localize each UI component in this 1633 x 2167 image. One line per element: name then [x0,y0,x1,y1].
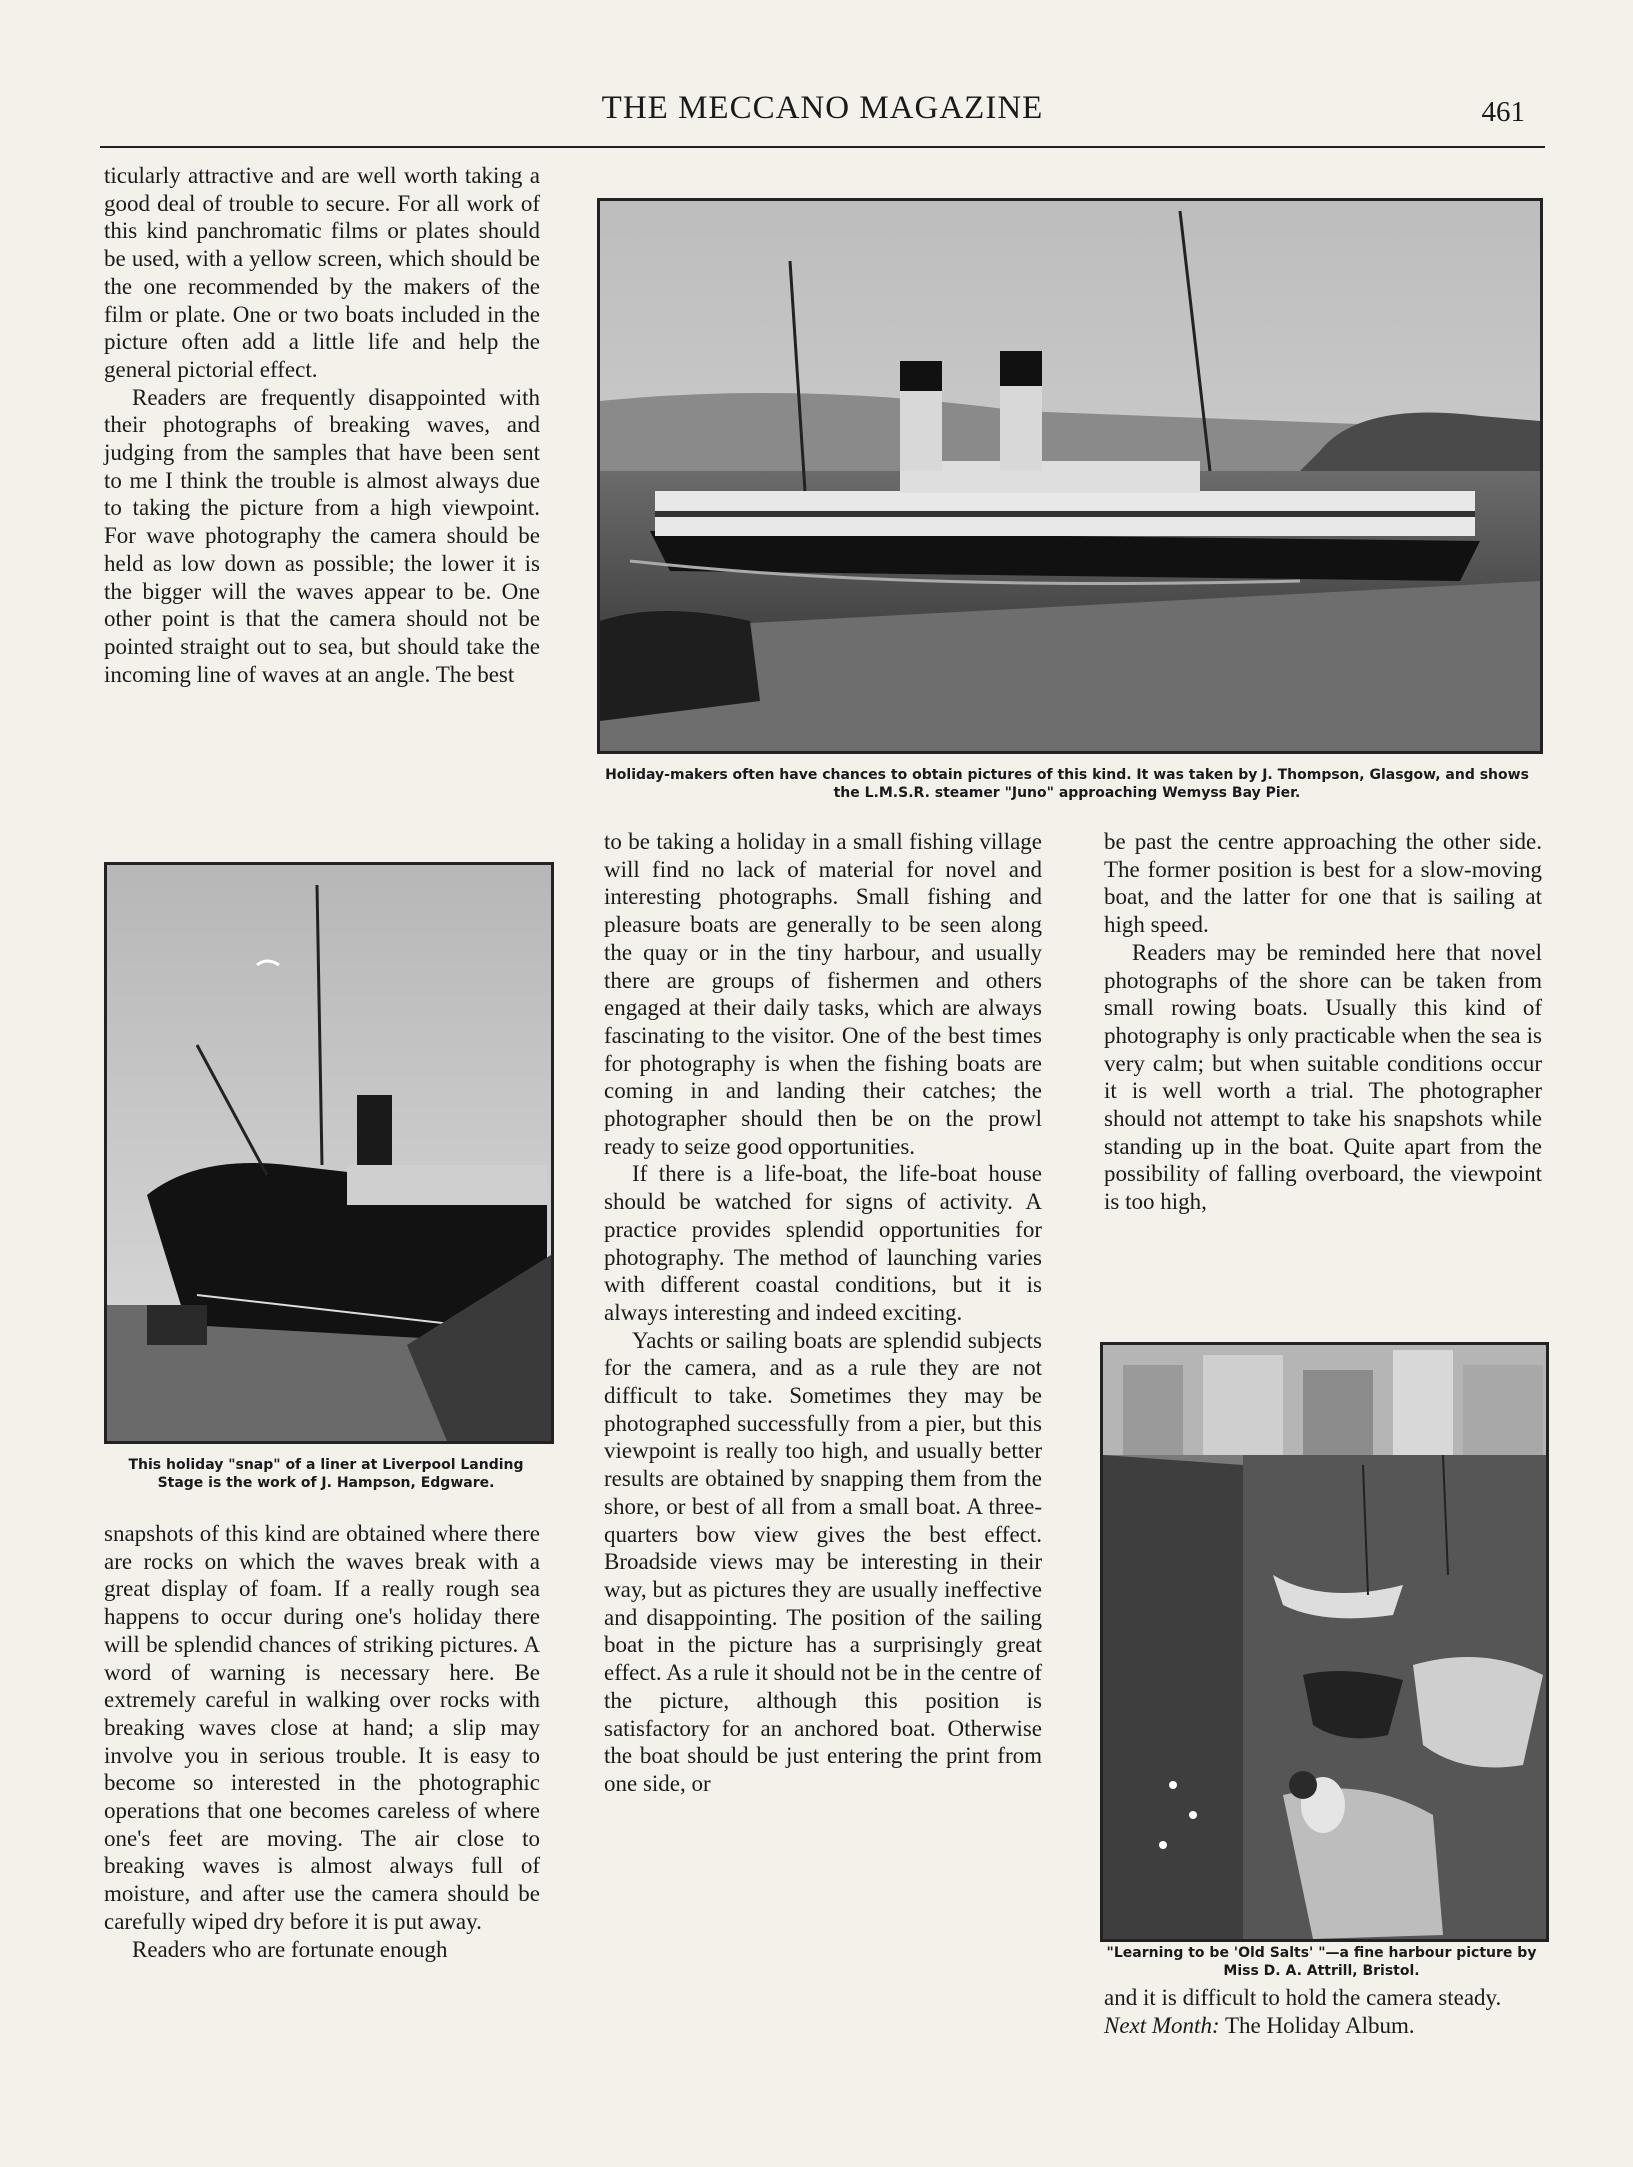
magazine-title: THE MECCANO MAGAZINE [601,90,1044,126]
paragraph: ticularly attractive and are well worth taking a good deal of trouble to secure. For all work of this kind panchromatic films or plates should be used, with a yellow screen, which should be the one recommended by the makers of the film or plate. One or two boats included in the picture often add a little life and help the general pictorial effect. [104,163,540,382]
paragraph: If there is a life-boat, the life-boat house should be watched for signs of activity. A practice provides splendid opportunities for photography. The method of launching varies with different coastal conditions, but it is always interesting and indeed exciting. [604,1161,1042,1325]
paragraph: Yachts or sailing boats are splendid subjects for the camera, and as a rule they are not difficult to take. Sometimes they may be photographed successfully from a pier, but this viewpoint is really too high, and usually better results are obtained by snapping them from the shore, or best of all from a small boat. A three-quarters bow view gives the best effect. Broadside views may be interesting in their way, but as pictures they are usually ineffective and disappointing. The position of the sailing boat in the picture has a surprisingly great effect. As a rule it should not be in the centre of the picture, although this position is satisfactory for an anchored boat. Otherwise the boat should be just entering the print from one side, or [604,1327,1042,1796]
paragraph: to be taking a holiday in a small fishing village will find no lack of material for novel and interesting photographs. Small fishing and pleasure boats are generally to be seen along the quay or in the tiny harbour, and usually there are groups of fishermen and others engaged at their daily tasks, which are always fascinating to the visitor. One of the best times for photography is when the fishing boats are coming in and landing their catches; the photographer should then be on the prowl ready to seize good opportunities. [604,829,1042,1159]
harbour-caption: "Learning to be 'Old Salts' "—a fine harbour picture by Miss D. A. Attrill, Bristol. [1106,1945,1537,1979]
page-number: 461 [1481,96,1525,128]
paragraph: snapshots of this kind are obtained where there are rocks on which the waves break with a great display of foam. If a really rough sea happens to occur during one's holiday there will be splendid chances of striking pictures. A word of warning is necessary here. Be extremely careful in walking over rocks with breaking waves close at hand; a slip may involve you in serious trouble. It is easy to become so interested in the photographic operations that one becomes careless of where one's feet are moving. The air close to breaking waves is almost always full of moisture, and after use the camera should be carefully wiped dry before it is put away. [104,1521,540,1934]
paragraph: and it is difficult to hold the camera steady. [1104,1985,1502,2010]
column-1-top [104,162,540,688]
paragraph: be past the centre approaching the other side. The former position is best for a slow-moving boat, and the latter for one that is sailing at high speed. [1104,829,1542,938]
liner-caption: This holiday "snap" of a liner at Liverpool Landing Stage is the work of J. Hampson, Edgware. [128,1457,524,1491]
next-month-line [1104,2012,1542,2040]
paragraph: Readers may be reminded here that novel photographs of the shore can be taken from small rowing boats. Usually this kind of photography is only practicable when the sea is very calm; but when suitable conditions occur it is well worth a trial. The photographer should not attempt to take his snapshots while standing up in the boat. Quite apart from the possibility of falling overboard, the viewpoint is too high, [1104,939,1542,1215]
column-2 [604,828,1042,1798]
liner-photo [104,862,554,1444]
steamer-photo [597,198,1543,754]
next-month-label: Next Month: [1104,2012,1220,2038]
next-month-title: The Holiday Album. [1224,2012,1415,2038]
harbour-photo [1100,1342,1549,1942]
column-3-top [1104,828,1542,1216]
column-3-bottom [1104,1984,1542,2039]
column-1-bottom [104,1520,540,1963]
page-header [100,90,1545,148]
paragraph: Readers who are fortunate enough [132,1936,448,1962]
paragraph: Readers are frequently disappointed with their photographs of breaking waves, and judging from the samples that have been sent to me I think the trouble is almost always due to taking the picture from a high viewpoint. For wave photography the camera should be held as low down as possible; the lower it is the bigger will the waves appear to be. One other point is that the camera should not be pointed straight out to sea, but should take the incoming line of waves at an angle. The best [104,384,540,687]
steamer-caption: Holiday-makers often have chances to obtain pictures of this kind. It was taken by J. Thompson, Glasgow, and shows the L.M.S.R. steamer "Juno" approaching Wemyss Bay Pier. [605,767,1529,801]
